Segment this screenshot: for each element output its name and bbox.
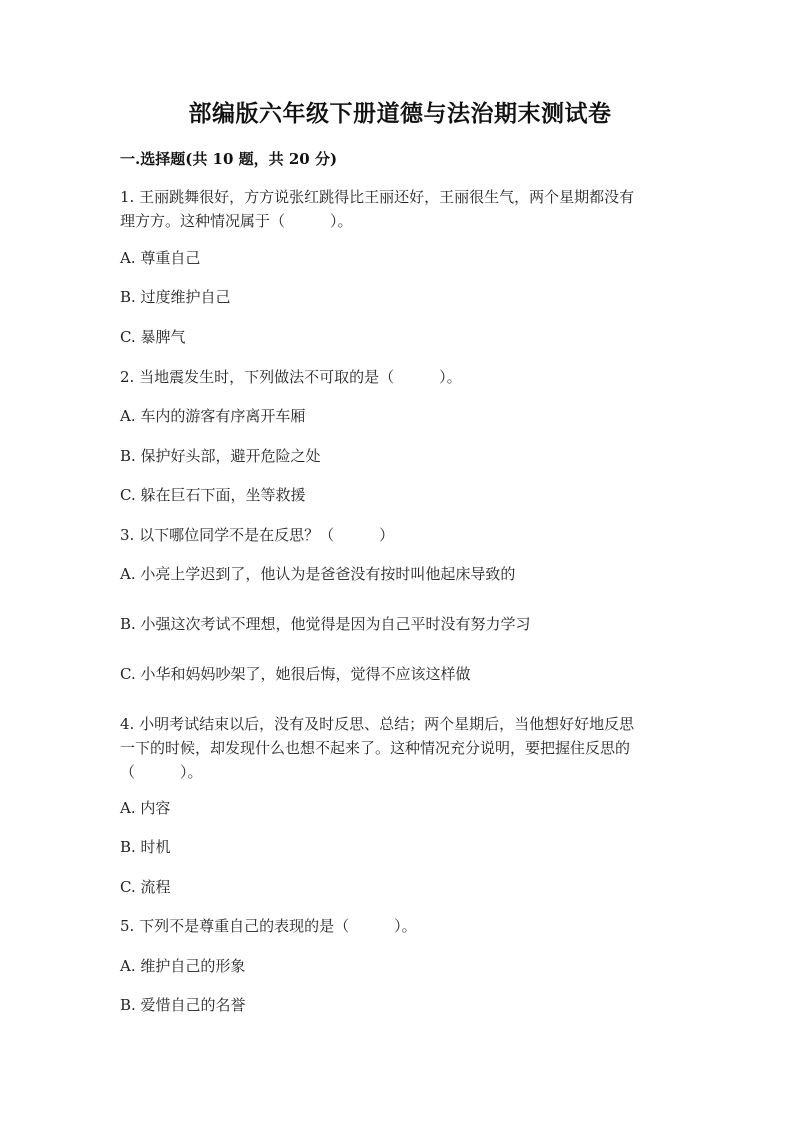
question-3-option-a: A. 小亮上学迟到了，他认为是爸爸没有按时叫他起床导致的 (120, 565, 516, 583)
question-4-option-a: A. 内容 (120, 799, 171, 817)
question-5-option-a: A. 维护自己的形象 (120, 957, 246, 975)
question-1-stem-line-1: 1. 王丽跳舞很好，方方说张红跳得比王丽还好，王丽很生气，两个星期都没有 (120, 188, 635, 206)
question-2-stem-line-1: 2. 当地震发生时，下列做法不可取的是（ ）。 (120, 368, 462, 386)
question-4-stem-line-3: （ ）。 (120, 763, 203, 781)
question-5-option-b: B. 爱惜自己的名誉 (120, 996, 246, 1014)
question-2-option-c: C. 躲在巨石下面，坐等救援 (120, 486, 306, 504)
question-4-stem-line-2: 一下的时候，却发现什么也想不起来了。这种情况充分说明，要把握住反思的 (120, 739, 631, 757)
question-1-option-c: C. 暴脾气 (120, 328, 186, 346)
question-2-option-a: A. 车内的游客有序离开车厢 (120, 407, 306, 425)
question-1-stem-line-2: 理方方。这种情况属于（ ）。 (120, 212, 353, 230)
question-1-option-a: A. 尊重自己 (120, 249, 201, 267)
question-3-option-c: C. 小华和妈妈吵架了，她很后悔，觉得不应该这样做 (120, 665, 471, 683)
question-3-stem-line-1: 3. 以下哪位同学不是在反思？（ ） (120, 526, 395, 544)
section-heading: 一.选择题(共 10 题，共 20 分) (120, 150, 338, 168)
question-4-stem-line-1: 4. 小明考试结束以后，没有及时反思、总结；两个星期后，当他想好好地反思 (120, 715, 635, 733)
page-title: 部编版六年级下册道德与法治期末测试卷 (188, 100, 612, 127)
question-4-option-b: B. 时机 (120, 838, 171, 856)
question-1-option-b: B. 过度维护自己 (120, 288, 231, 306)
question-2-option-b: B. 保护好头部，避开危险之处 (120, 447, 321, 465)
question-5-stem-line-1: 5. 下列不是尊重自己的表现的是（ ）。 (120, 917, 417, 935)
question-4-option-c: C. 流程 (120, 878, 171, 896)
question-3-option-b: B. 小强这次考试不理想，他觉得是因为自己平时没有努力学习 (120, 615, 531, 633)
